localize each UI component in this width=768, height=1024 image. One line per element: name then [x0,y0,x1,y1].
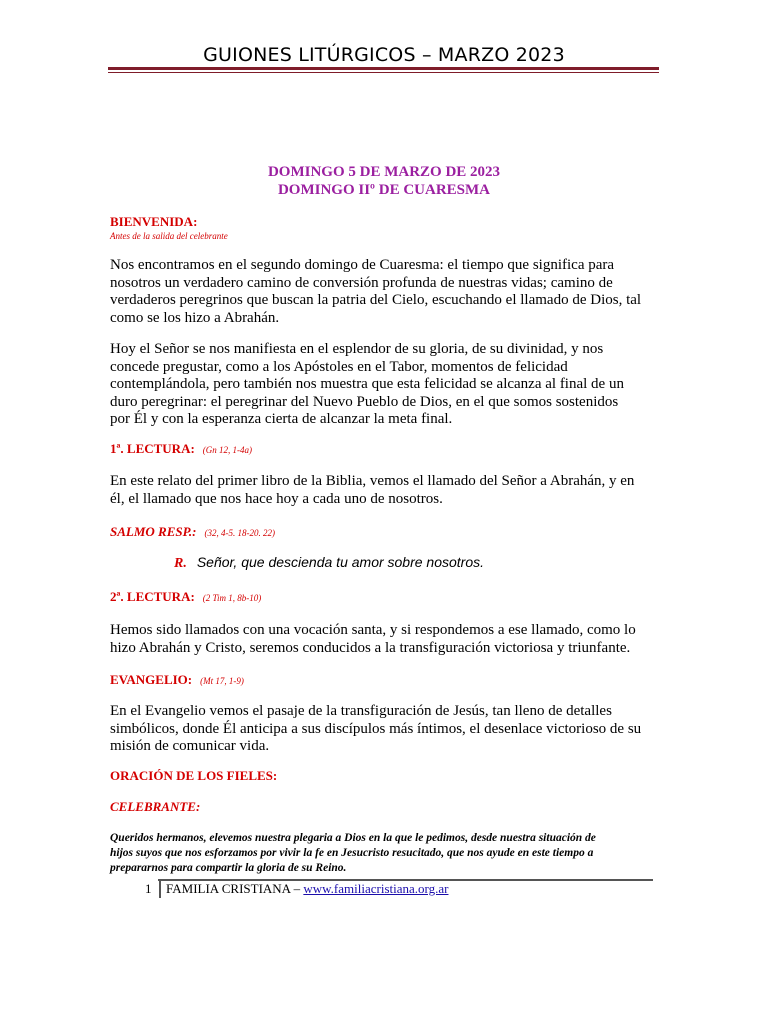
text-line: Nos encontramos en el segundo domingo de Cuaresma: el tiempo que significa para [110,257,615,273]
text-line: Queridos hermanos, elevemos nuestra plegaria a Dios en la que le pedimos, desde nuestra situación de [110,832,596,844]
text-line: duro peregrinar: el peregrinar del Nuevo Pueblo de Dios, en el que somos sostenidos [110,393,619,410]
response-text: Señor, que descienda tu amor sobre nosotros. [196,554,485,570]
document-title [0,163,768,199]
lectura1-label [110,441,252,457]
salmo-label [110,524,275,540]
lectura2-text [110,622,665,657]
lectura1-label-text: 1ª. LECTURA: [110,441,195,456]
bienvenida-paragraph-1 [110,257,665,327]
text-line: contemplándola, pero también nos muestra que esta felicidad se alcanza al final de un [110,376,624,392]
page-header-title: GUIONES LITÚRGICOS – MARZO 2023 [203,44,565,66]
page-number: 1 [145,881,152,896]
salmo-label-text: SALMO RESP.: [110,524,197,539]
header-rule [108,67,659,70]
celebrante-prayer [110,831,655,876]
salmo-reference: (32, 4-5. 18-20. 22) [204,528,275,538]
lectura2-label-text: 2ª. LECTURA: [110,589,195,604]
lectura1-reference: (Gn 12, 1-4a) [202,445,253,455]
title-sunday: DOMINGO IIº DE CUARESMA [277,182,491,198]
text-line: prepararnos para compartir la gloria de su Reino. [110,862,347,874]
bienvenida-label: BIENVENIDA: [110,214,198,229]
lectura1-text [110,473,665,508]
footer-separator [159,880,161,898]
text-line: misión de comunicar vida. [110,738,270,754]
text-line: nosotros un verdadero camino de conversión profunda de nuestras vidas; camino de [110,274,613,291]
title-date: DOMINGO 5 DE MARZO DE 2023 [267,164,501,180]
salmo-response [174,554,484,572]
text-line: verdaderos peregrinos que buscan la patria del Cielo, escuchando el llamado de Dios, tal [110,292,642,308]
text-line: por Él y con la esperanza cierta de alcanzar la meta final. [110,411,453,427]
oracion-label: ORACIÓN DE LOS FIELES: [110,768,278,783]
text-line: hizo Abrahán y Cristo, seremos conducidos a la transfiguración victoriosa y triunfante. [110,639,631,656]
bienvenida-paragraph-2 [110,341,665,429]
evangelio-label-text: EVANGELIO: [110,672,193,687]
footer-publisher: FAMILIA CRISTIANA – [166,881,304,896]
lectura2-label [110,589,261,605]
text-line: En este relato del primer libro de la Biblia, vemos el llamado del Señor a Abrahán, y en [110,473,635,489]
footer-text [166,881,448,897]
text-line: simbólicos, donde Él anticipa a sus discípulos más íntimos, el desenlace victorioso de su [110,720,642,737]
text-line: concede pregustar, como a los Apóstoles en el Tabor, momentos de felicidad [110,358,568,375]
footer-website-link[interactable]: www.familiacristiana.org.ar [303,881,449,896]
evangelio-text [110,703,665,756]
response-mark: R. [174,556,187,571]
text-line: En el Evangelio vemos el pasaje de la transfiguración de Jesús, tan lleno de detalles [110,703,612,719]
evangelio-reference: (Mt 17, 1-9) [200,676,244,686]
text-line: él, el llamado que nos hace hoy a cada uno de nosotros. [110,490,443,507]
bienvenida-note: Antes de la salida del celebrante [110,231,228,241]
text-line: Hemos sido llamados con una vocación santa, y si respondemos a ese llamado, como lo [110,622,636,638]
header-rule-thin [108,72,659,73]
evangelio-label [110,672,244,688]
lectura2-reference: (2 Tim 1, 8b-10) [202,593,262,603]
text-line: Hoy el Señor se nos manifiesta en el esplendor de su gloria, de su divinidad, y nos [110,341,604,357]
celebrante-label: CELEBRANTE: [110,799,201,814]
text-line: como se los hizo a Abrahán. [110,309,280,326]
text-line: hijos suyos que nos esforzamos por vivir la fe en Jesucristo resucitado, que nos ayude en este tiempo a [110,847,594,859]
